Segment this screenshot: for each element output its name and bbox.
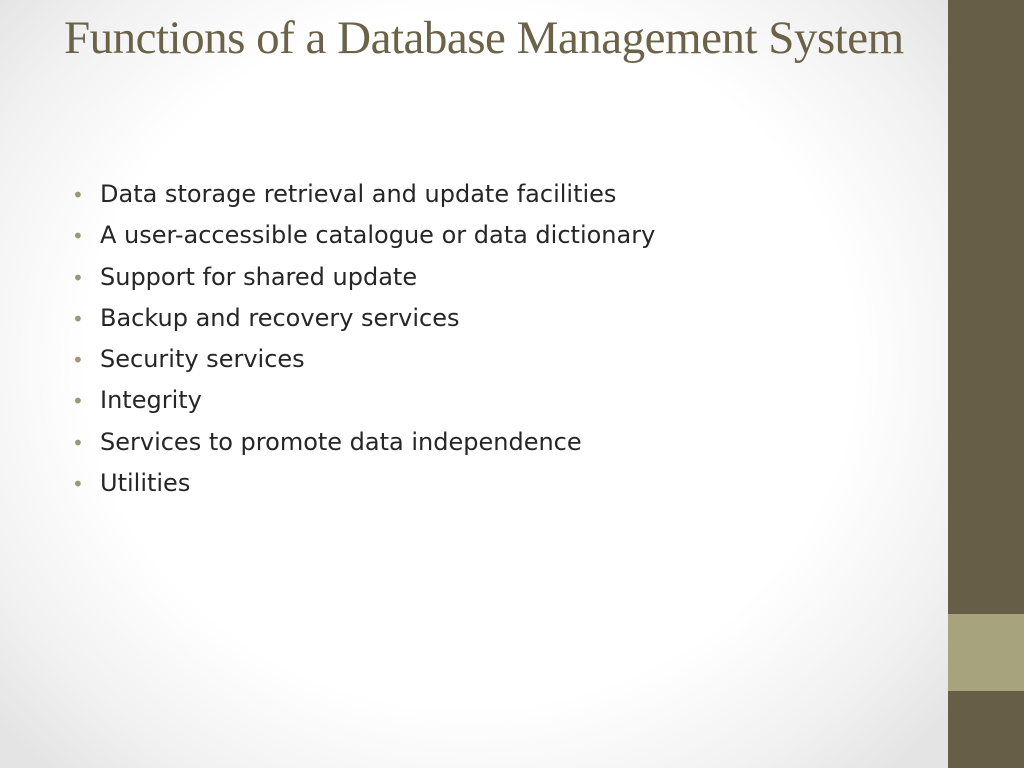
bullet-item (72, 469, 655, 510)
bullet-item (72, 428, 655, 469)
bullet-text: Backup and recovery services (100, 303, 460, 332)
bullet-icon: • (72, 389, 84, 414)
bullet-text: Integrity (100, 386, 202, 415)
slide-title: Functions of a Database Management System (64, 12, 904, 64)
bullet-icon: • (72, 224, 84, 249)
bullet-text: A user-accessible catalogue or data dictionary (100, 221, 656, 250)
bullet-item (72, 304, 655, 345)
bullet-item (72, 180, 655, 221)
bullet-item (72, 221, 655, 262)
bullet-icon: • (72, 430, 84, 455)
bullet-item (72, 386, 655, 427)
bullet-text: Utilities (100, 469, 191, 498)
bullet-item (72, 263, 655, 304)
bullet-icon: • (72, 183, 84, 207)
bullet-text: Services to promote data independence (100, 427, 582, 456)
bullet-text: Data storage retrieval and update facilities (100, 180, 617, 208)
bullet-icon: • (72, 348, 84, 373)
bullet-text: Security services (100, 345, 305, 374)
decorative-sidebar-accent (948, 614, 1024, 691)
bullet-text: Support for shared update (100, 262, 418, 291)
bullet-item (72, 345, 655, 386)
bullet-list (72, 180, 655, 510)
bullet-icon: • (72, 265, 84, 290)
bullet-icon: • (72, 472, 84, 497)
bullet-icon: • (72, 306, 84, 331)
